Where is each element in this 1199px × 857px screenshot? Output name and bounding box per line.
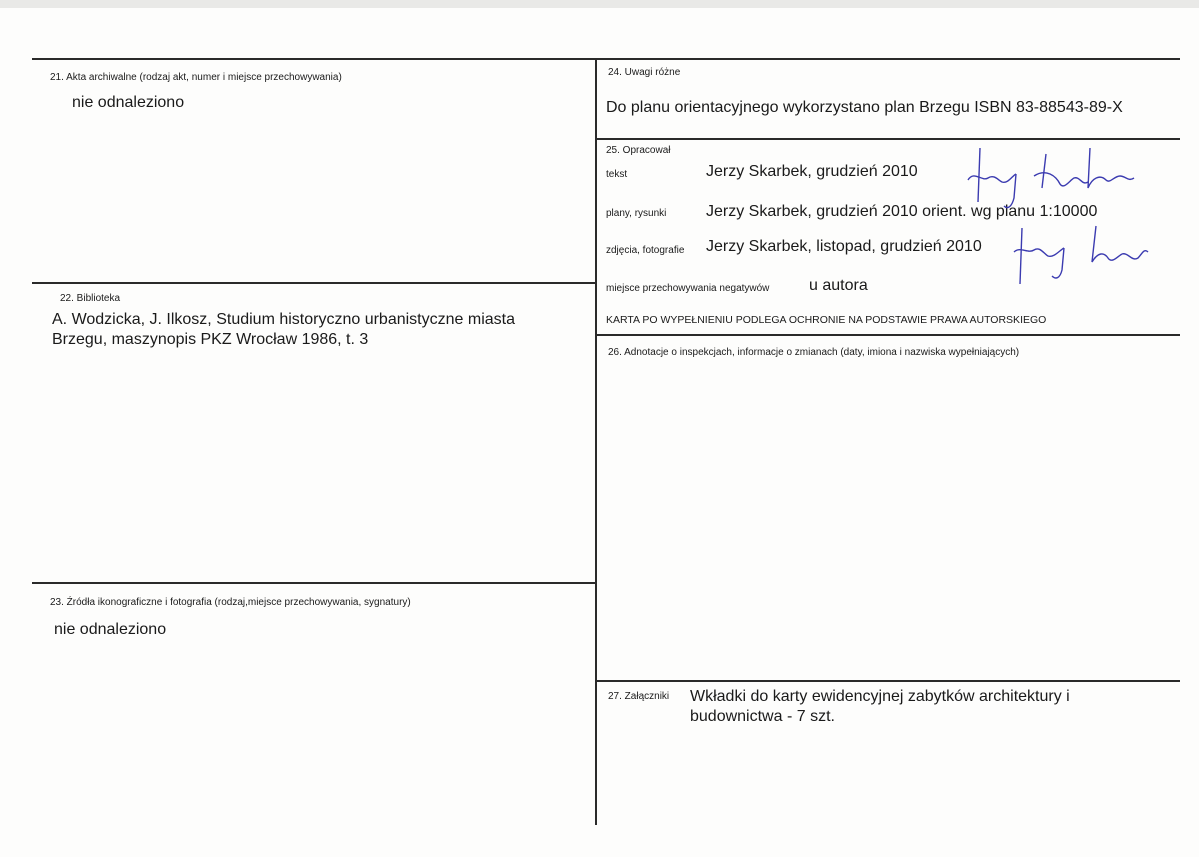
field-23-value: nie odnaleziono <box>54 621 167 638</box>
field-26-label: 26. Adnotacje o inspekcjach, informacje o zmianach (daty, imiona i nazwiska wypełniających) <box>608 347 1020 358</box>
field-23-label: 23. Źródła ikonograficzne i fotografia (rodzaj,miejsce przechowywania, sygnatury) <box>50 597 411 608</box>
zdjecia-value: Jerzy Skarbek, listopad, grudzień 2010 <box>706 238 982 255</box>
rule-26-27 <box>596 680 1180 682</box>
negatywy-value: u autora <box>809 277 868 294</box>
tekst-label: tekst <box>606 169 628 180</box>
top-rule <box>32 58 1180 60</box>
center-divider <box>595 58 597 825</box>
field-22-line2: Brzegu, maszynopis PKZ Wrocław 1986, t. 3 <box>52 331 369 348</box>
signature-lower <box>1000 222 1160 292</box>
field-27-line1: Wkładki do karty ewidencyjnej zabytków architektury i <box>690 688 1070 705</box>
field-21-label: 21. Akta archiwalne (rodzaj akt, numer i miejsce przechowywania) <box>50 72 342 83</box>
field-22-label: 22. Biblioteka <box>60 293 121 304</box>
scan-edge <box>0 0 1199 8</box>
field-25-label: 25. Opracował <box>606 145 671 156</box>
tekst-value: Jerzy Skarbek, grudzień 2010 <box>706 163 918 180</box>
rule-22-23 <box>32 582 596 584</box>
plany-label: plany, rysunki <box>606 208 667 219</box>
field-27-line2: budownictwa - 7 szt. <box>690 708 835 725</box>
plany-value: Jerzy Skarbek, grudzień 2010 orient. wg planu 1:10000 <box>706 203 1098 220</box>
field-27-label: 27. Załączniki <box>608 691 670 702</box>
rule-21-22 <box>32 282 596 284</box>
zdjecia-label: zdjęcia, fotografie <box>606 245 685 256</box>
negatywy-label: miejsce przechowywania negatywów <box>606 283 770 294</box>
field-24-label: 24. Uwagi różne <box>608 67 681 78</box>
field-24-value: Do planu orientacyjnego wykorzystano plan Brzegu ISBN 83-88543-89-X <box>606 99 1123 116</box>
copyright-note: KARTA PO WYPEŁNIENIU PODLEGA OCHRONIE NA PODSTAWIE PRAWA AUTORSKIEGO <box>606 314 1047 326</box>
field-22-line1: A. Wodzicka, J. Ilkosz, Studium historyczno urbanistyczne miasta <box>52 311 515 328</box>
signature-upper <box>950 140 1150 220</box>
rule-25-26 <box>596 334 1180 336</box>
field-21-value: nie odnaleziono <box>72 94 185 111</box>
